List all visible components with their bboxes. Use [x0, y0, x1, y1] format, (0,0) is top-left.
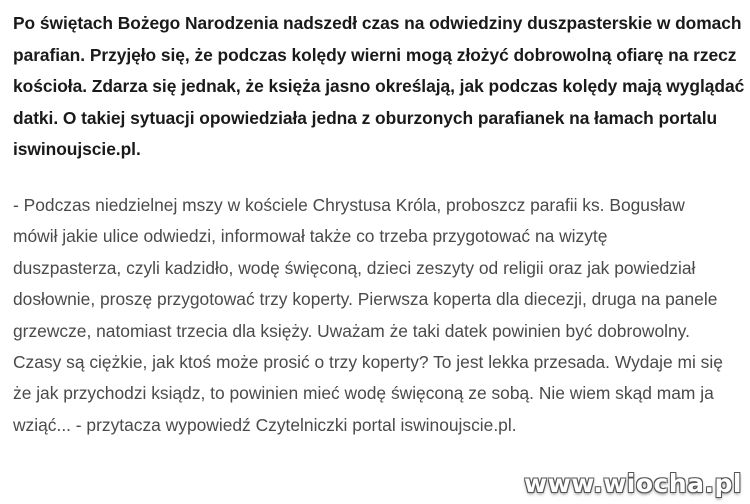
quote-line: że jak przychodzi ksiądz, to powinien mieć wodę święconą ze sobą. Nie wiem skąd mam ja — [13, 383, 714, 404]
quote-line: duszpasterza, czyli kadzidło, wodę święconą, dzieci zeszyty od religii oraz jak powiedział — [13, 257, 696, 278]
quote-line: mówił jakie ulice odwiedzi, informował także co trzeba przygotować na wizytę — [13, 226, 608, 247]
quote-line: wziąć... - przytacza wypowiedź Czytelniczki portal iswinoujscie.pl. — [13, 414, 517, 435]
lead-line: datki. O takiej sytuacji opowiedziała jedna z oburzonych parafianek na łamach portalu — [13, 107, 718, 128]
quote-line: - Podczas niedzielnej mszy w kościele Chrystusa Króla, proboszcz parafii ks. Bogusław — [13, 194, 685, 215]
quote-line: dosłownie, proszę przygotować trzy koperty. Pierwsza koperta dla diecezji, druga na panele — [13, 289, 718, 310]
site-watermark: www.wiocha.pl — [524, 469, 742, 498]
lead-line: parafian. Przyjęło się, że podczas kolędy wierni mogą złożyć dobrowolną ofiarę na rzecz — [13, 44, 737, 65]
lead-line: kościoła. Zdarza się jednak, że księża jasno określają, jak podczas kolędy mają wyglądać — [13, 76, 745, 97]
article-quote-paragraph — [13, 190, 743, 441]
article-body — [13, 8, 743, 441]
lead-line: iswinoujscie.pl. — [13, 139, 141, 160]
quote-line: Czasy są ciężkie, jak ktoś może prosić o trzy koperty? To jest lekka przesada. Wydaje mi się — [13, 352, 723, 372]
lead-line: Po świętach Bożego Narodzenia nadszedł czas na odwiedziny duszpasterskie w domach — [13, 13, 742, 33]
article-lead-paragraph — [13, 8, 743, 166]
quote-line: grzewcze, natomiast trzecia dla księży. Uważam że taki datek powinien być dobrowolny. — [13, 320, 690, 341]
